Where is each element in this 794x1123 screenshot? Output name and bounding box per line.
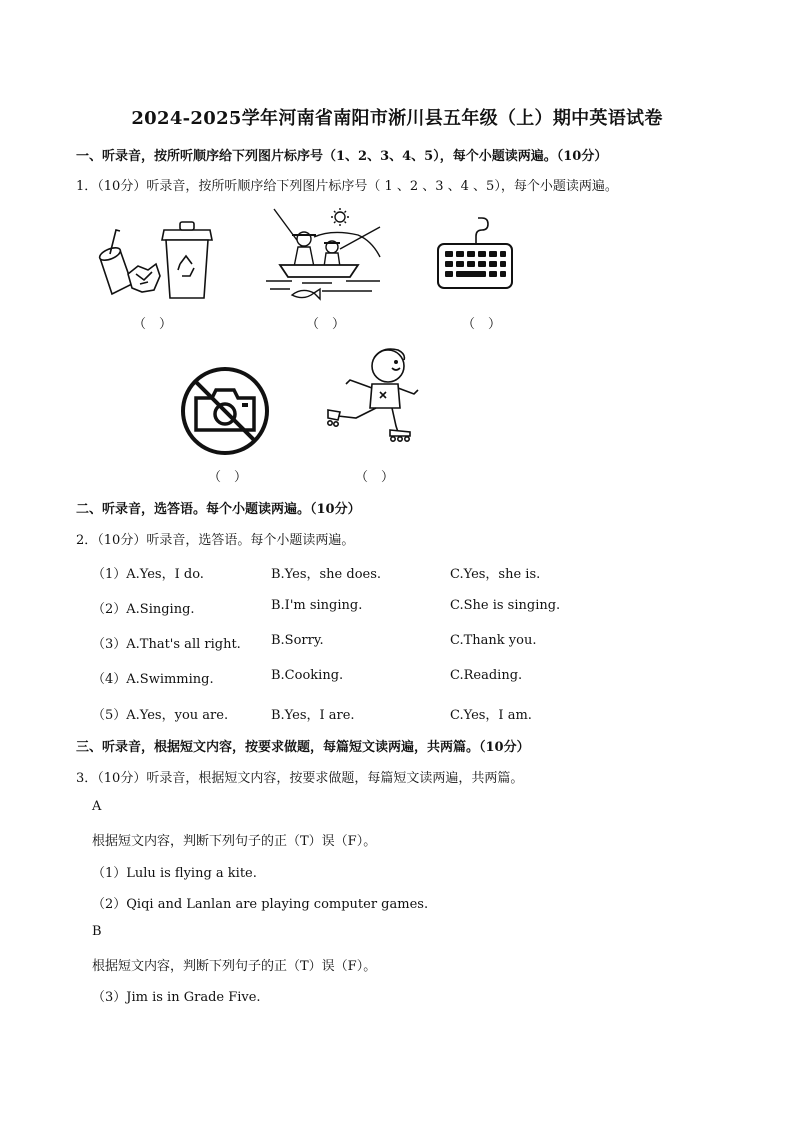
section-1-heading: 一、听录音，按所听顺序给下列图片标序号（1、2、3、4、5），每个小题读两遍。（10分） xyxy=(76,149,608,164)
option-3-a: （3）A.That's all right. xyxy=(92,637,241,652)
option-4-a: （4）A.Swimming. xyxy=(92,672,214,687)
option-3-c: C.Thank you. xyxy=(450,633,537,648)
option-1-b: B.Yes，she does. xyxy=(271,567,382,582)
question-2: 2．（10分）听录音，选答语。每个小题读两遍。 xyxy=(76,533,355,548)
boy-roller-skating-icon xyxy=(326,346,420,442)
passage-b-label: B xyxy=(92,924,102,939)
option-2-b: B.I'm singing. xyxy=(271,598,363,613)
answer-paren-2: （ ） xyxy=(306,317,346,332)
option-4-b: B.Cooking. xyxy=(271,668,344,683)
question-1: 1．（10分）听录音，按所听顺序给下列图片标序号（ 1 、2 、3 、4 、5），每个小题读两遍。 xyxy=(76,179,618,194)
option-2-c: C.She is singing. xyxy=(450,598,561,613)
option-3-b: B.Sorry. xyxy=(271,633,324,648)
statement-3: （3）Jim is in Grade Five. xyxy=(92,990,261,1005)
keyboard-icon xyxy=(436,214,516,292)
passage-a-label: A xyxy=(92,799,102,814)
no-camera-icon xyxy=(180,366,270,456)
answer-paren-4: （ ） xyxy=(208,470,248,485)
statement-1: （1）Lulu is flying a kite. xyxy=(92,866,257,881)
section-2-heading: 二、听录音，选答语。每个小题读两遍。（10分） xyxy=(76,502,361,517)
option-4-c: C.Reading. xyxy=(450,668,523,683)
statement-2: （2）Qiqi and Lanlan are playing computer games. xyxy=(92,897,429,912)
answer-paren-1: （ ） xyxy=(133,317,173,332)
page-title: 2024-2025学年河南省南阳市淅川县五年级（上）期中英语试卷 xyxy=(131,108,663,129)
trash-can-with-litter-icon xyxy=(94,218,218,302)
passage-a-instruction: 根据短文内容，判断下列句子的正（T）误（F）。 xyxy=(92,834,377,849)
option-5-b: B.Yes，I are. xyxy=(271,708,355,723)
answer-paren-5: （ ） xyxy=(355,470,395,485)
option-2-a: （2）A.Singing. xyxy=(92,602,195,617)
passage-b-instruction: 根据短文内容，判断下列句子的正（T）误（F）。 xyxy=(92,959,377,974)
option-5-c: C.Yes，I am. xyxy=(450,708,532,723)
fishing-boat-icon xyxy=(262,207,384,303)
option-1-c: C.Yes，she is. xyxy=(450,567,541,582)
question-3: 3．（10分）听录音，根据短文内容，按要求做题，每篇短文读两遍，共两篇。 xyxy=(76,771,524,786)
answer-paren-3: （ ） xyxy=(462,317,502,332)
option-1-a: （1）A.Yes，I do. xyxy=(92,567,204,582)
section-3-heading: 三、听录音，根据短文内容，按要求做题，每篇短文读两遍，共两篇。（10分） xyxy=(76,740,530,755)
option-5-a: （5）A.Yes，you are. xyxy=(92,708,229,723)
